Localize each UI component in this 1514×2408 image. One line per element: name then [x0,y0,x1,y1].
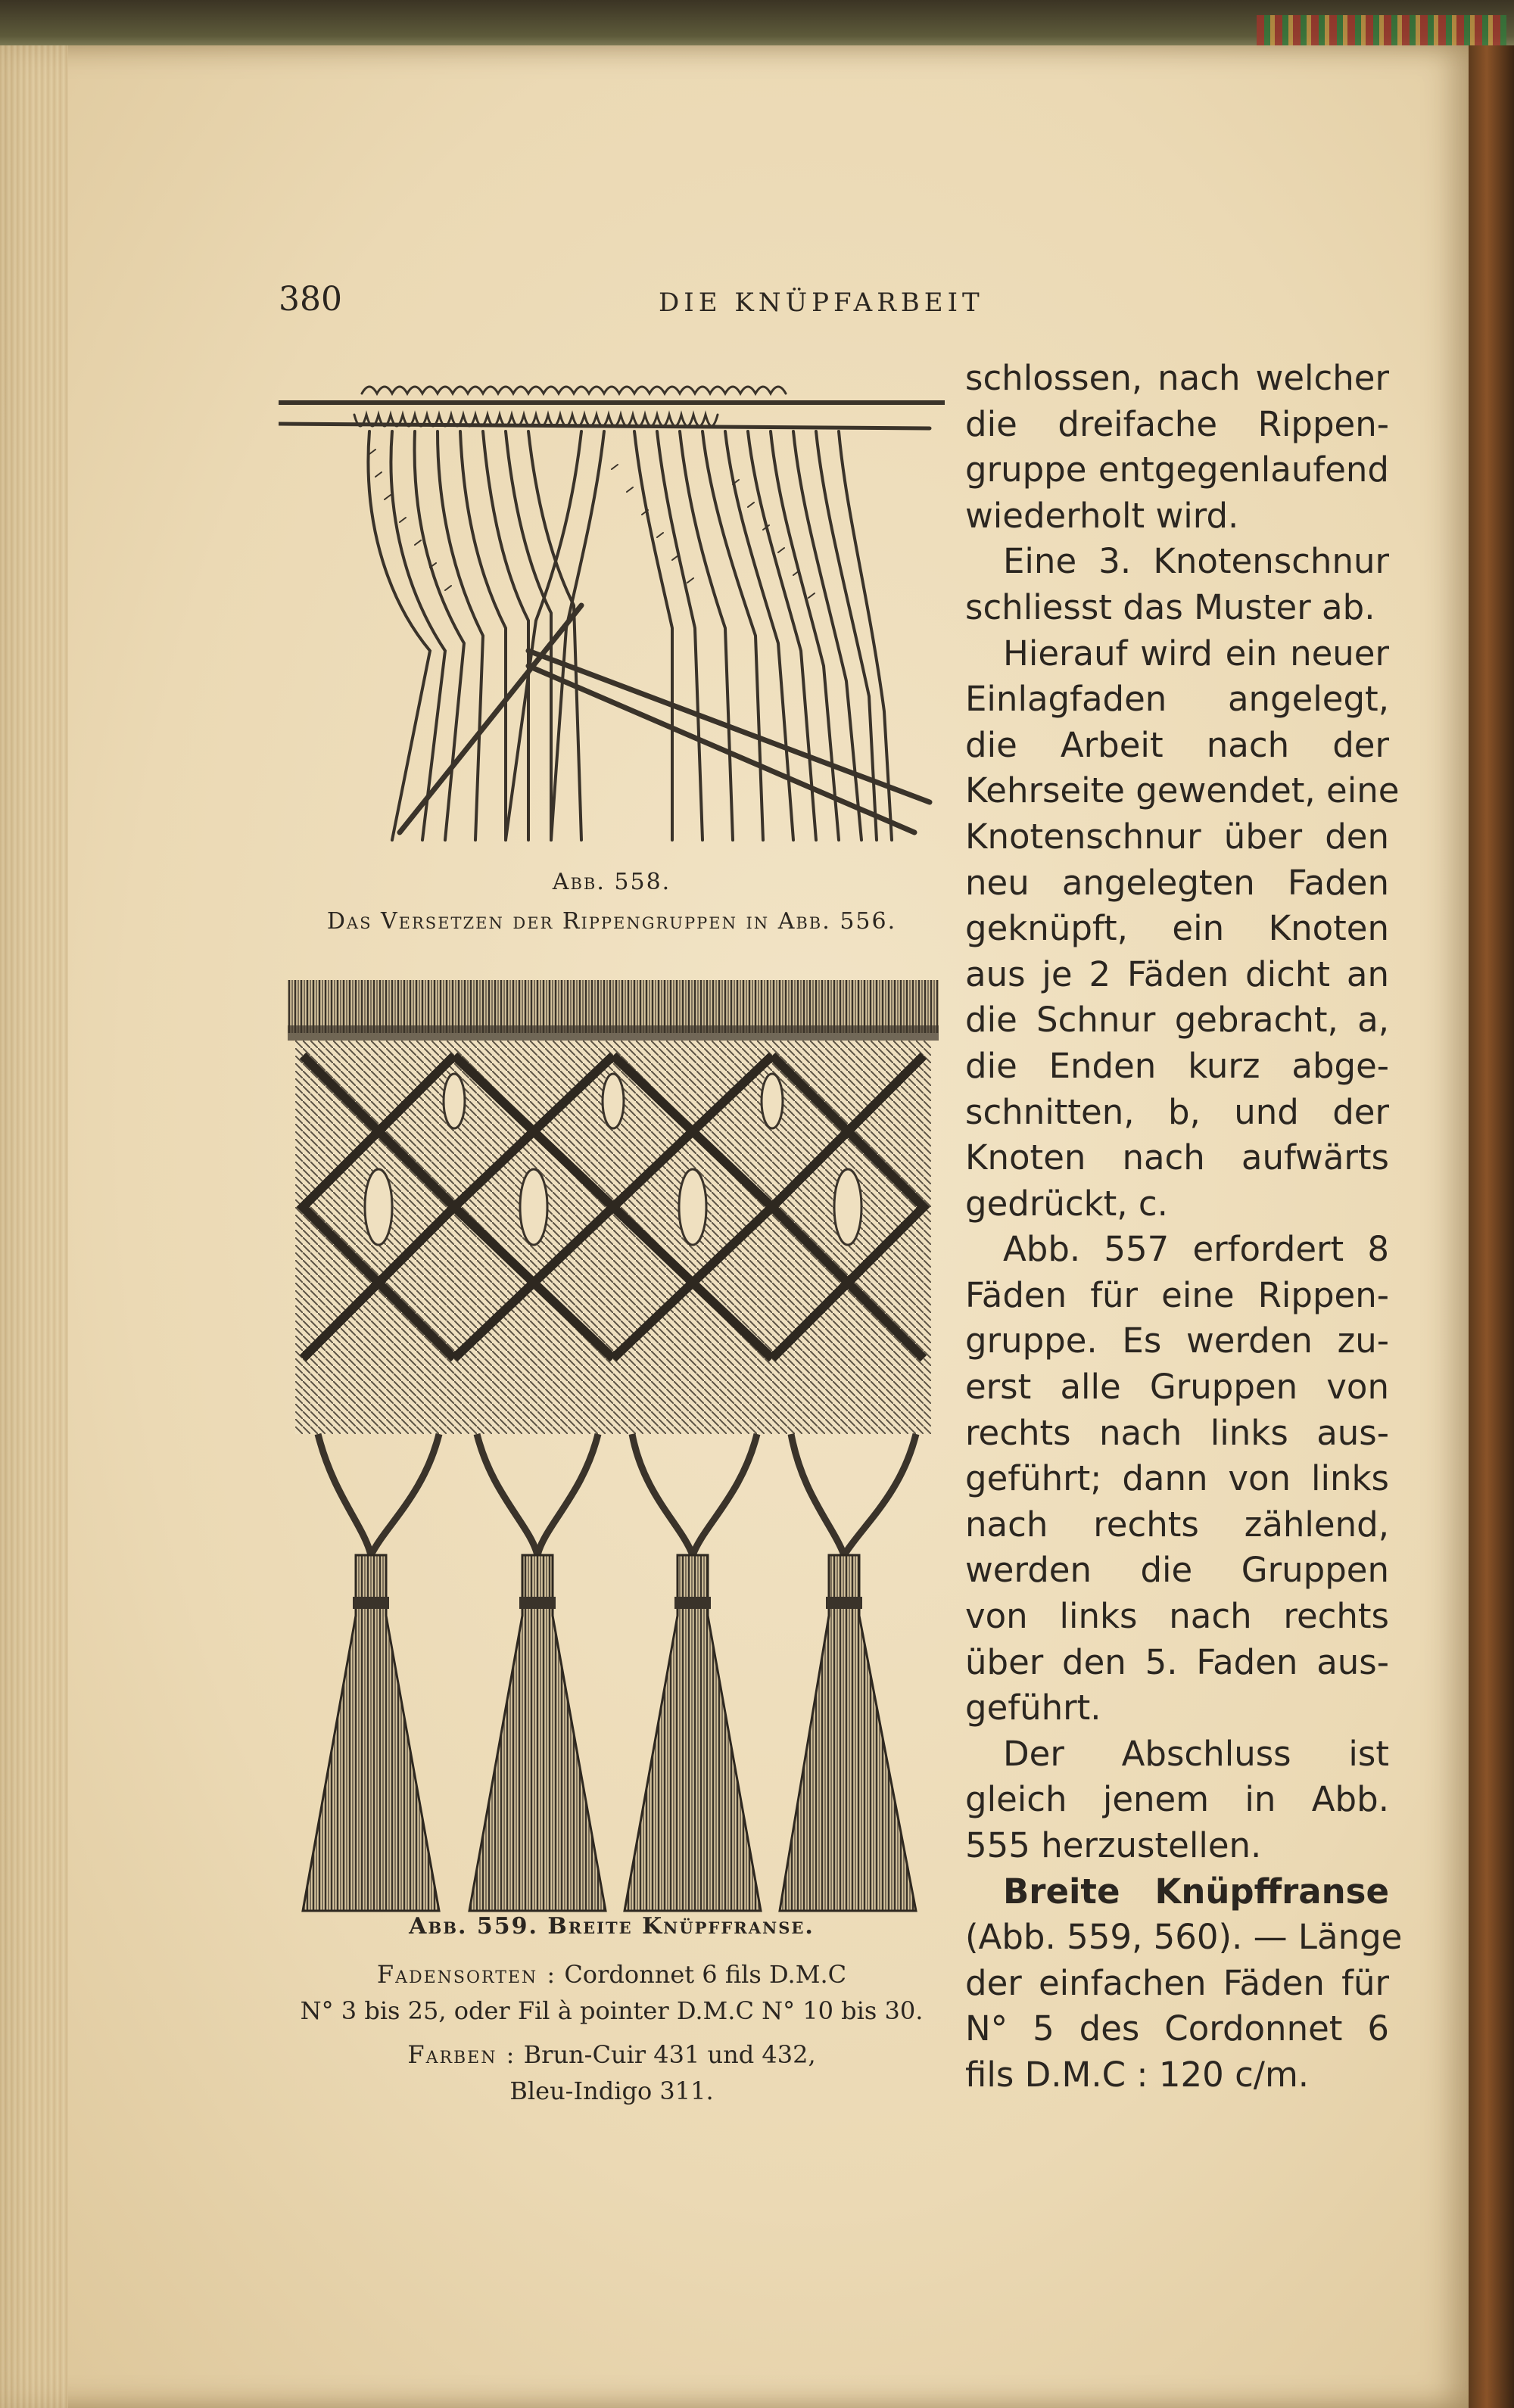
figure-559-label: Abb. 559. Breite Knüpffranse. [409,1913,815,1940]
body-line: von links nach rechts [965,1596,1389,1637]
body-line: die dreifache Rippen- [965,403,1389,444]
page-number: 380 [279,280,342,319]
body-line: schlossen, nach welcher [965,358,1389,398]
body-line: Abb. 557 erfordert 8 [1003,1229,1389,1270]
body-line: Kehrseite gewendet, eine [965,770,1400,811]
body-line: 555 herzustellen. [965,1825,1262,1865]
body-line: gruppe entgegenlaufend [965,450,1389,490]
body-line: werden die Gruppen [965,1550,1389,1591]
figure-559-farben-line2: Bleu-Indigo 311. [509,2077,714,2105]
fadensorten-label: Fadensorten : [376,1960,557,1989]
body-line: fils D.M.C : 120 c/m. [965,2054,1310,2095]
body-line: schnitten, b, und der [965,1091,1389,1132]
body-line: die Arbeit nach der [965,724,1389,765]
body-line: die Enden kurz abge- [965,1045,1389,1086]
body-line: Hierauf wird ein neuer [1003,633,1389,674]
figure-559-farben-line1 [279,2040,945,2069]
figure-558-title: Das Versetzen der Rippengruppen in Abb. 556. [326,908,897,935]
figure-558-illustration [279,378,945,863]
body-line: Der Abschluss ist [1003,1733,1389,1774]
page-stack-edge [0,45,68,2408]
body-line: N° 5 des Cordonnet 6 [965,2008,1389,2049]
body-line: gruppe. Es werden zu- [965,1321,1389,1361]
figure-559-illustration [288,980,939,1915]
body-line: rechts nach links aus- [965,1412,1389,1453]
figure-558-label: Abb. 558. [552,869,671,895]
body-line: erst alle Gruppen von [965,1367,1389,1408]
running-head: DIE KNÜPFARBEIT [659,288,984,318]
farben-value: Brun-Cuir 431 und 432, [523,2040,816,2069]
body-line: über den 5. Faden aus- [965,1641,1389,1682]
body-line: Eine 3. Knotenschnur [1003,541,1389,582]
body-line: nach rechts zählend, [965,1504,1389,1545]
body-line: Fäden für eine Rippen- [965,1274,1389,1315]
body-line: aus je 2 Fäden dicht an [965,954,1389,994]
figure-559-fadensorten-line1 [279,1960,945,1989]
body-line: Knoten nach aufwärts [965,1137,1389,1178]
body-line: Einlagfaden angelegt, [965,679,1389,720]
body-line: gleich jenem in Abb. [965,1779,1389,1820]
body-line: geführt; dann von links [965,1458,1389,1499]
farben-label: Farben : [407,2040,516,2069]
body-line: (Abb. 559, 560). — Länge [965,1917,1403,1958]
fadensorten-value: Cordonnet 6 fils D.M.C [564,1960,847,1989]
body-line: geführt. [965,1688,1101,1728]
body-text-column [965,356,1403,2098]
body-line: geknüpft, ein Knoten [965,908,1389,949]
body-line: Knotenschnur über den [965,816,1389,857]
body-line: schliesst das Muster ab. [965,586,1375,627]
body-line: die Schnur gebracht, a, [965,1000,1389,1041]
figure-559-fadensorten-line2: N° 3 bis 25, oder Fil à pointer D.M.C N° 10 bis 30. [300,1996,924,2025]
section-heading: Breite Knüpffranse [1003,1871,1389,1912]
book-spine-edge [1469,45,1514,2408]
body-line: neu angelegten Faden [965,862,1389,903]
body-line: der einfachen Fäden für [965,1962,1389,2003]
body-line: gedrückt, c. [965,1183,1168,1224]
body-line: wiederholt wird. [965,495,1239,536]
